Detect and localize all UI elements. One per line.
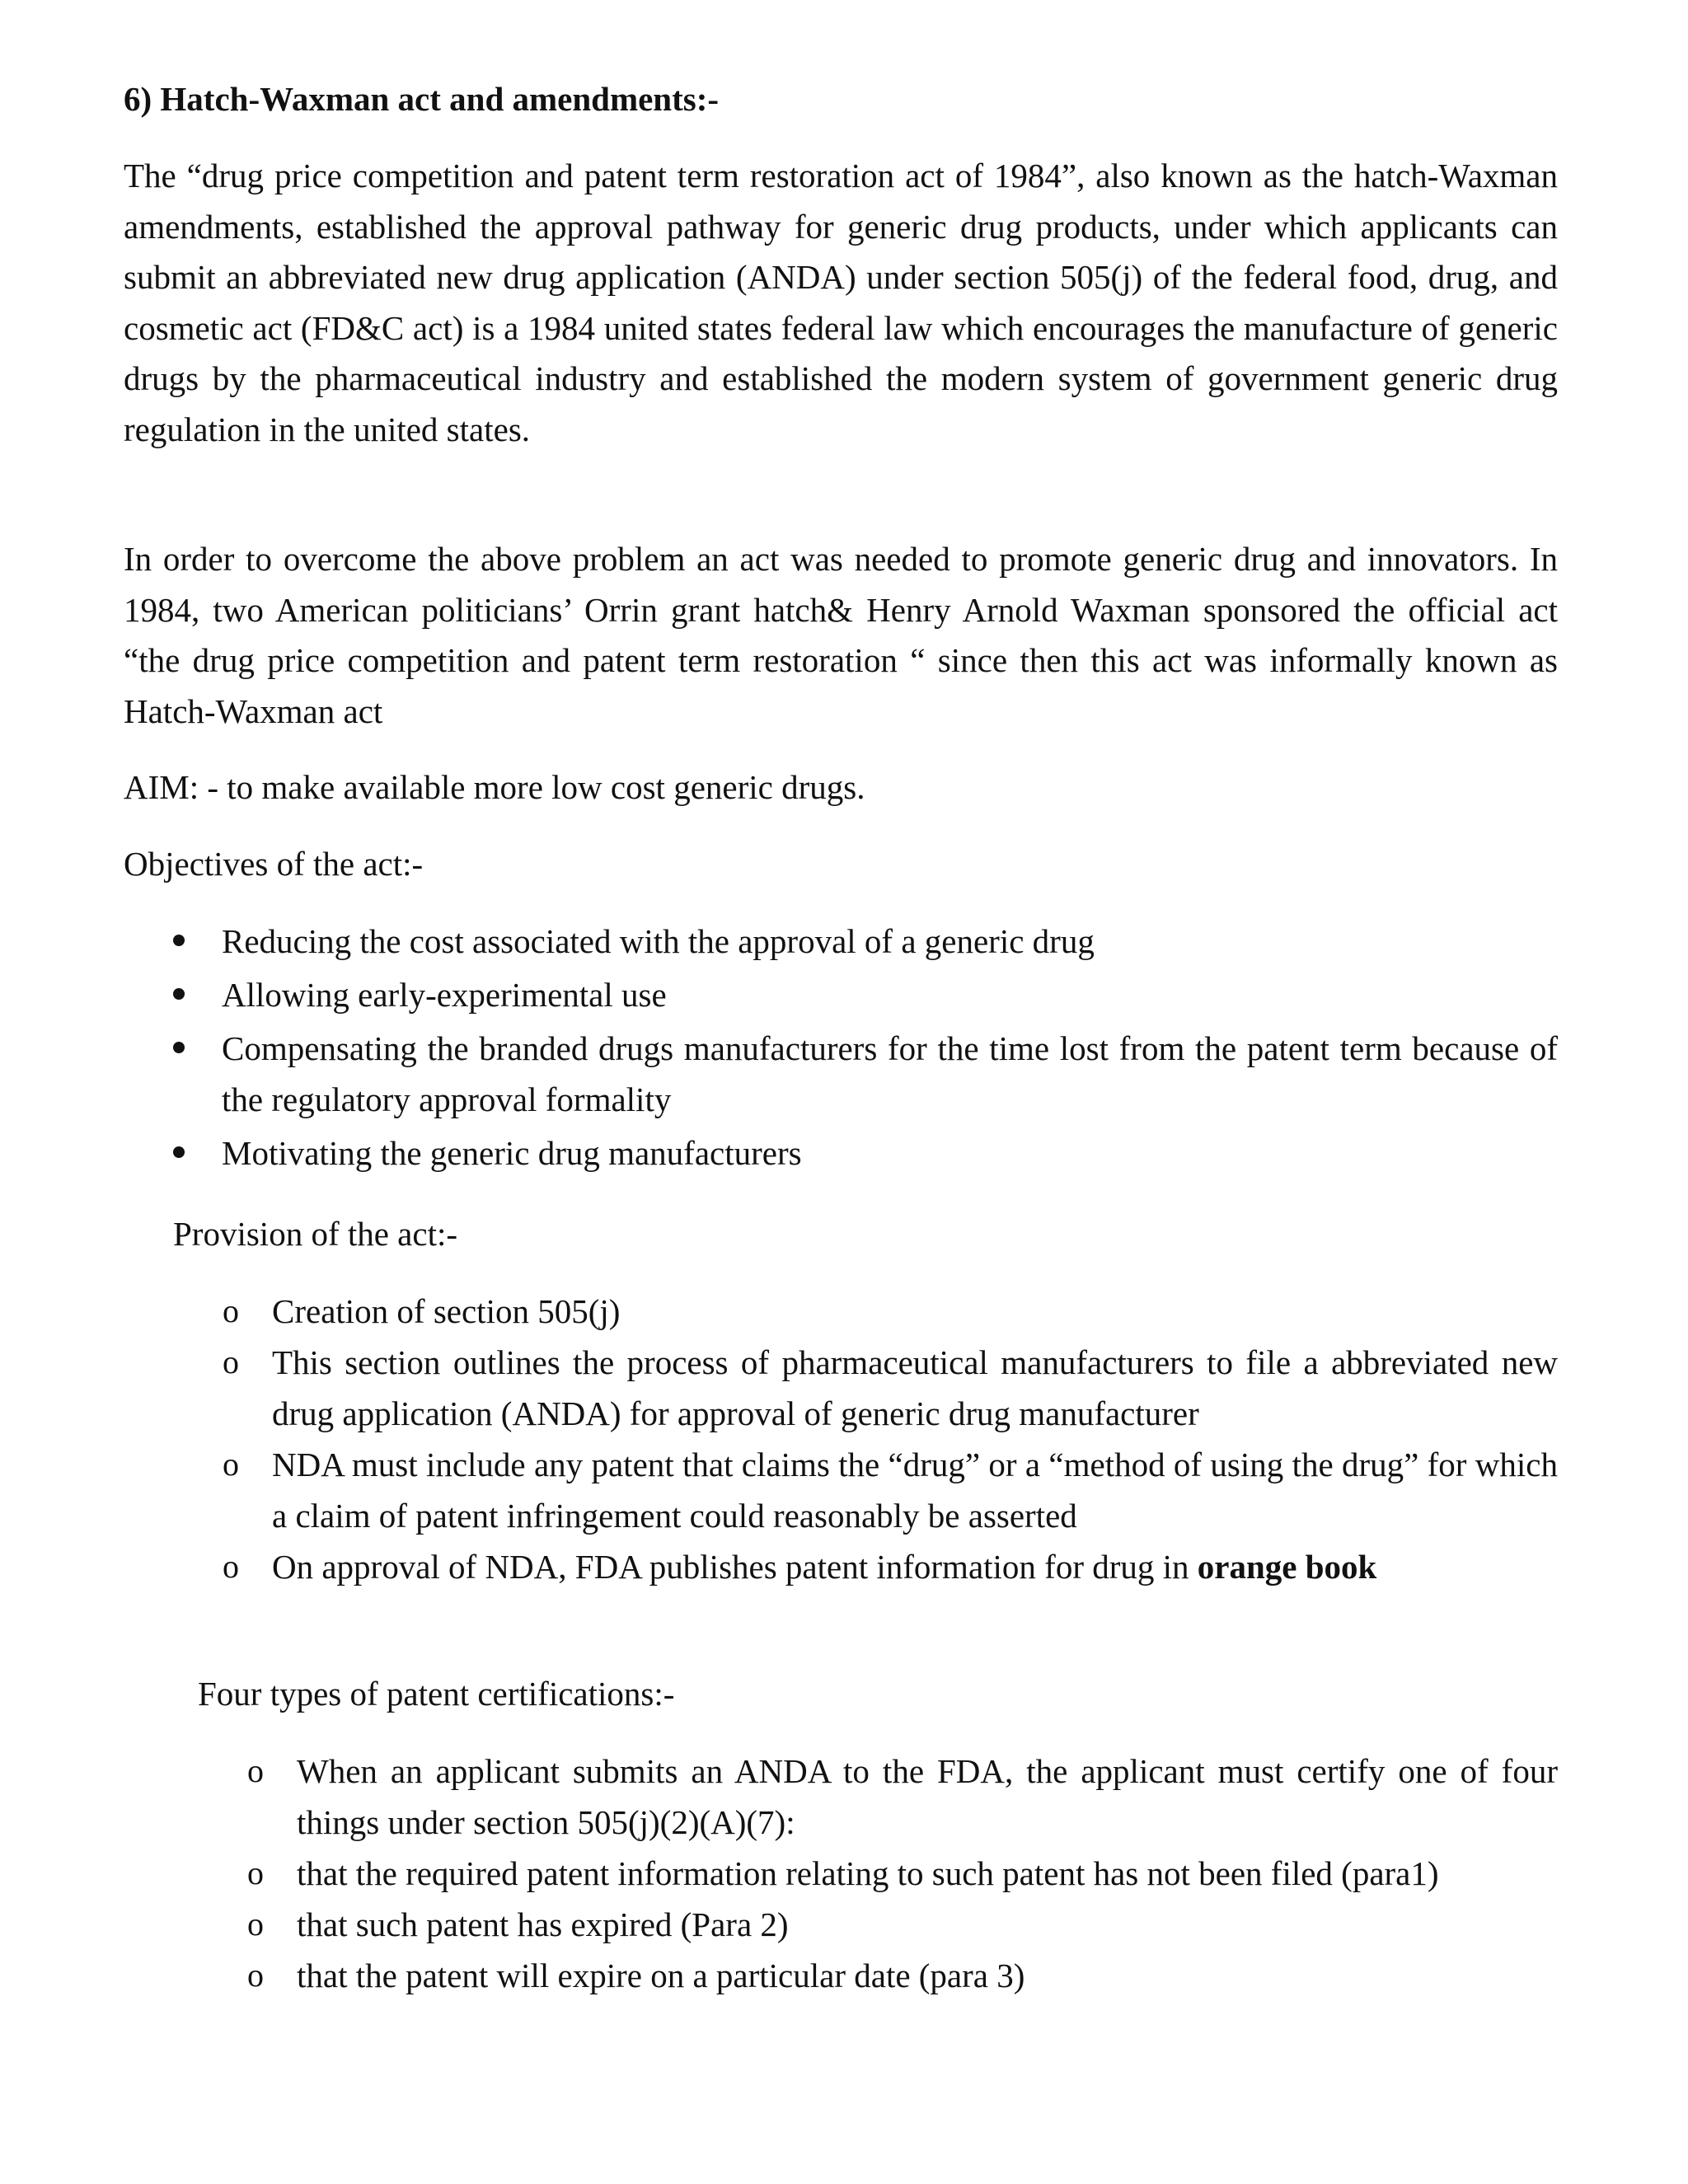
list-item (173, 916, 1558, 967)
objectives-title: Objectives of the act:- (124, 845, 424, 883)
intro-paragraph: The “drug price competition and patent term restoration act of 1984”, also known as the hatch-Waxman amendments, established the approval pathway for generic drug products, under which applicants can submit an abbreviated new drug application (ANDA) under section 505(j) of the federal food, drug, and cosmetic act (FD&C act) is a 1984 united states federal law which encourages the manufacture of generic drugs by the pharmaceutical industry and established the modern system of government generic drug regulation in the united states. (124, 157, 1558, 448)
list-item-text: Creation of section 505(j) (272, 1292, 621, 1330)
bullet-ring-icon: o (223, 1548, 239, 1585)
bullet-dot-icon (173, 935, 185, 946)
list-item-text: Motivating the generic drug manufacturers (222, 1134, 802, 1172)
list-item (173, 969, 1558, 1020)
bullet-ring-icon: o (247, 1957, 264, 1994)
bullet-ring-icon: o (223, 1292, 239, 1329)
provision-list (223, 1286, 1558, 1592)
certifications-list (247, 1746, 1558, 2001)
provision-title: Provision of the act:- (173, 1215, 458, 1253)
bullet-dot-icon (173, 1146, 185, 1158)
orange-book-term: orange book (1197, 1548, 1377, 1586)
bullet-ring-icon: o (247, 1905, 264, 1943)
list-item-text: When an applicant submits an ANDA to the FDA, the applicant must certify one of four things under section 505(j)(2)(A)(7): (297, 1752, 1558, 1841)
section-heading: 6) Hatch-Waxman act and amendments:- (124, 80, 720, 118)
list-item (173, 1023, 1558, 1125)
list-item (223, 1439, 1558, 1541)
list-item (247, 1950, 1558, 2001)
bullet-dot-icon (173, 1042, 185, 1053)
list-item-text: that such patent has expired (Para 2) (297, 1905, 789, 1943)
list-item (173, 1127, 1558, 1179)
bullet-dot-icon (173, 988, 185, 1000)
bullet-ring-icon: o (223, 1446, 239, 1483)
bullet-ring-icon: o (223, 1343, 239, 1380)
list-item-text: On approval of NDA, FDA publishes patent information for drug in (272, 1548, 1198, 1586)
list-item-text: This section outlines the process of pharmaceutical manufacturers to file a abbreviated new drug application (ANDA) for approval of generic drug manufacturer (272, 1343, 1558, 1432)
list-item (223, 1286, 1558, 1337)
list-item-text: Reducing the cost associated with the approval of a generic drug (222, 922, 1095, 960)
objectives-list (173, 916, 1558, 1179)
aim-statement: AIM: - to make available more low cost generic drugs. (124, 768, 865, 806)
list-item (247, 1848, 1558, 1899)
certifications-title: Four types of patent certifications:- (198, 1675, 675, 1713)
list-item-text: NDA must include any patent that claims the “drug” or a “method of using the drug” for which a claim of patent infringement could reasonably be asserted (272, 1446, 1558, 1535)
list-item-text: Allowing early-experimental use (222, 976, 667, 1014)
bullet-ring-icon: o (247, 1752, 264, 1789)
list-item (223, 1541, 1558, 1592)
list-item (223, 1337, 1558, 1439)
list-item (247, 1899, 1558, 1950)
list-item-text: Compensating the branded drugs manufacturers for the time lost from the patent term because of the regulatory approval formality (222, 1029, 1558, 1118)
bullet-ring-icon: o (247, 1854, 264, 1891)
list-item (247, 1746, 1558, 1848)
list-item-text: that the patent will expire on a particular date (para 3) (297, 1957, 1025, 1994)
background-paragraph: In order to overcome the above problem an act was needed to promote generic drug and innovators. In 1984, two American politicians’ Orrin grant hatch& Henry Arnold Waxman sponsored the official act “the drug price competition and patent term restoration “ since then this act was informally known as Hatch-Waxman act (124, 540, 1558, 730)
list-item-text: that the required patent information relating to such patent has not been filed (para1) (297, 1854, 1439, 1892)
